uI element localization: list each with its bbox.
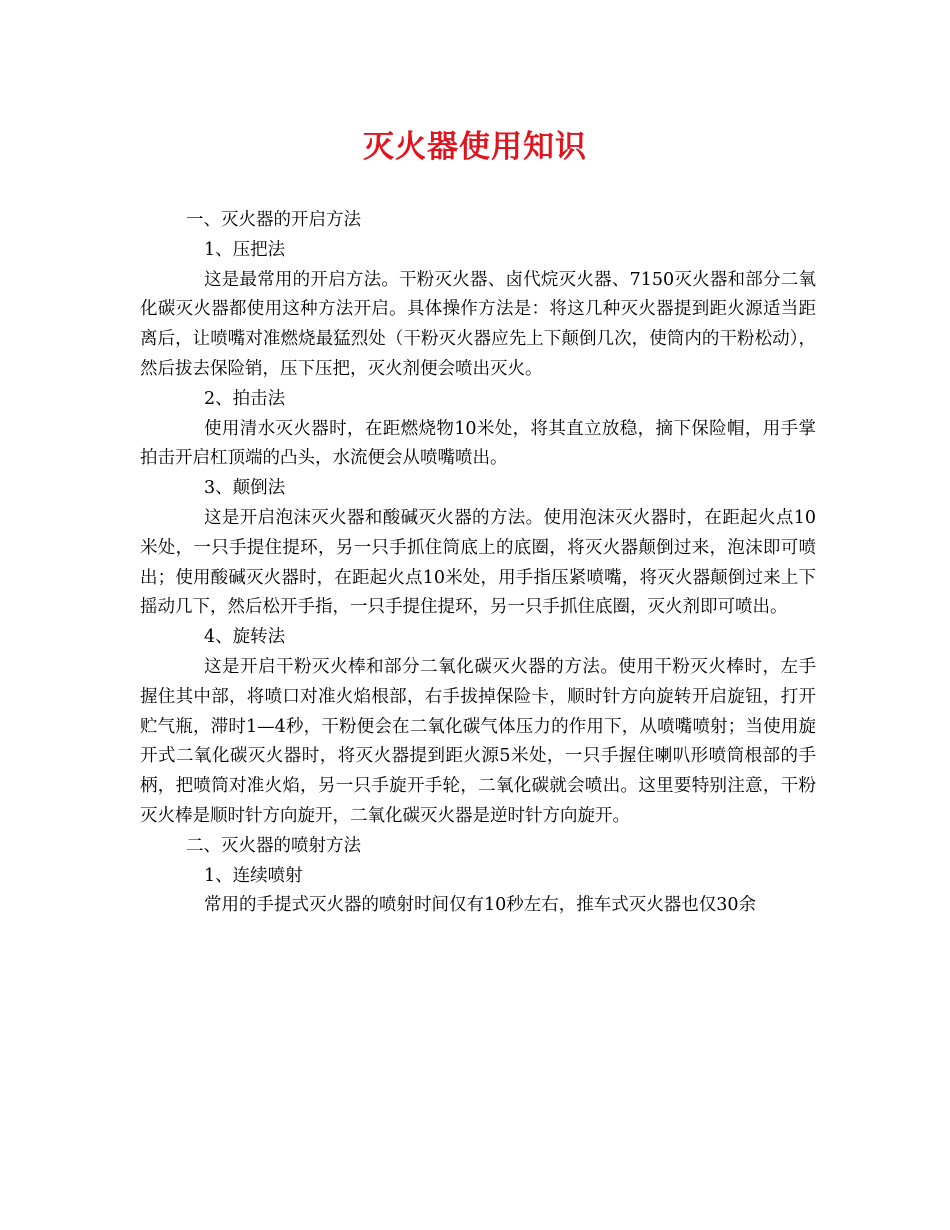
subheading-press-lever: 1、压把法 [204,239,286,260]
document-body [140,206,816,921]
paragraph-strike: 使用清水灭火器时，在距燃烧物10米处，将其直立放稳，摘下保险帽，用手掌拍击开启杠顶端的凸头，水流便会从喷嘴喷出。 [140,418,816,469]
paragraph-continuous-spray: 常用的手提式灭火器的喷射时间仅有10秒左右，推车式灭火器也仅30余 [204,895,757,916]
subheading-strike: 2、拍击法 [204,388,286,409]
section-heading-1: 一、灭火器的开启方法 [186,210,361,230]
paragraph-rotate: 这是开启干粉灭火棒和部分二氧化碳灭火器的方法。使用干粉灭火棒时，左手握住其中部，将喷口对准火焰根部，右手拔掉保险卡，顺时针方向旋转开启旋钮，打开贮气瓶，滞时1—4秒，干粉便会在二氧化碳气体压力的作用下，从喷嘴喷射；当使用旋开式二氧化碳灭火器时，将灭火器提到距火源5米处，一只手握住喇叭形喷筒根部的手柄，把喷筒对准火焰，另一只手旋开手轮，二氧化碳就会喷出。这里要特别注意，干粉灭火棒是顺时针方向旋开，二氧化碳灭火器是逆时针方向旋开。 [140,656,816,826]
subheading-continuous-spray: 1、连续喷射 [204,865,303,886]
document-title: 灭火器使用知识 [363,129,587,165]
subheading-invert: 3、颠倒法 [204,478,286,499]
paragraph-invert: 这是开启泡沫灭火器和酸碱灭火器的方法。使用泡沫灭火器时，在距起火点10米处，一只手提住提环，另一只手抓住筒底上的底圈，将灭火器颠倒过来，泡沫即可喷出；使用酸碱灭火器时，在距起火点10米处，用手指压紧喷嘴，将灭火器颠倒过来上下摇动几下，然后松开手指，一只手提住提环，另一只手抓住底圈，灭火剂即可喷出。 [140,507,816,618]
subheading-rotate: 4、旋转法 [204,627,286,648]
paragraph-press-lever: 这是最常用的开启方法。干粉灭火器、卤代烷灭火器、7150灭火器和部分二氧化碳灭火器都使用这种方法开启。具体操作方法是：将这几种灭火器提到距火源适当距离后，让喷嘴对准燃烧最猛烈处（干粉灭火器应先上下颠倒几次，使筒内的干粉松动），然后拔去保险销，压下压把，灭火剂便会喷出灭火。 [140,269,816,379]
section-heading-2: 二、灭火器的喷射方法 [186,835,361,856]
